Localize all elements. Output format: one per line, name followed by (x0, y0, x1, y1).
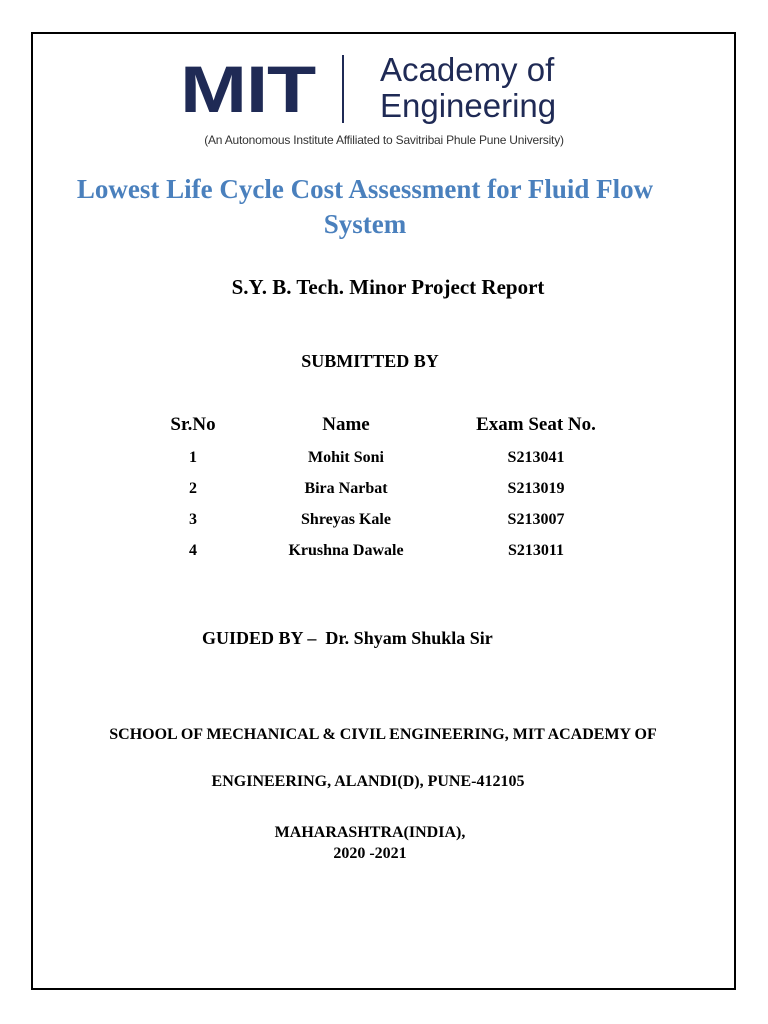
table-cell-name: Mohit Soni (307, 449, 384, 466)
table-header-seat: Exam Seat No. (476, 414, 596, 435)
table-cell-seat: S213019 (507, 480, 565, 497)
table-cell-srno: 2 (189, 480, 197, 497)
school-line-2: ENGINEERING, ALANDI(D), PUNE-412105 (211, 773, 525, 790)
school-line-1: SCHOOL OF MECHANICAL & CIVIL ENGINEERING, MIT ACADEMY OF (109, 726, 657, 743)
logo-mit-text: MIT (180, 52, 315, 126)
project-title: Lowest Life Cycle Cost Assessment for Fluid Flow System (76, 174, 654, 239)
table-header-srno: Sr.No (170, 414, 216, 435)
table-cell-seat: S213007 (507, 511, 565, 528)
table-cell-name: Krushna Dawale (288, 542, 404, 559)
report-type: S.Y. B. Tech. Minor Project Report (231, 275, 545, 299)
table-cell-srno: 1 (189, 449, 197, 466)
institute-logo (180, 52, 600, 132)
table-cell-srno: 4 (189, 542, 197, 559)
submitted-by-heading: SUBMITTED BY (301, 351, 439, 371)
table-cell-seat: S213041 (507, 449, 565, 466)
table-cell-seat: S213011 (507, 542, 564, 559)
table-cell-name: Bira Narbat (304, 480, 388, 497)
state-line: MAHARASHTRA(INDIA), (274, 824, 466, 841)
guided-by: GUIDED BY – Dr. Shyam Shukla Sir (202, 628, 493, 648)
table-cell-name: Shreyas Kale (301, 511, 391, 528)
academic-year: 2020 -2021 (333, 845, 407, 862)
table-header-name: Name (322, 414, 370, 435)
table-cell-srno: 3 (189, 511, 197, 528)
logo-divider (342, 55, 344, 123)
logo-engineering-text: Engineering (380, 87, 557, 124)
logo-academy-text: Academy of (380, 51, 555, 88)
affiliation-text: (An Autonomous Institute Affiliated to Savitribai Phule Pune University) (204, 133, 564, 147)
